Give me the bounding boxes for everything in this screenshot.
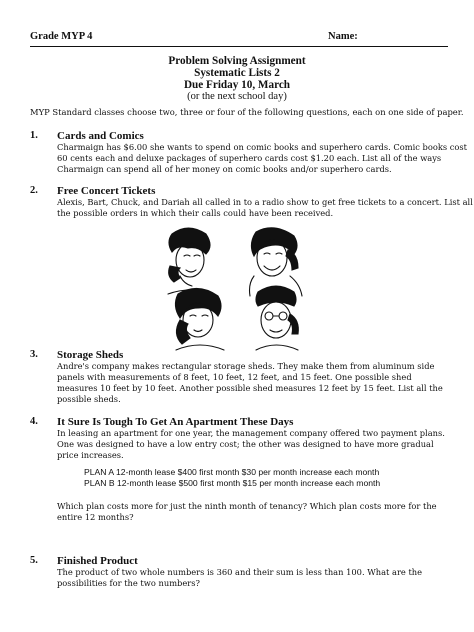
payment-plans	[84, 467, 380, 489]
question-5-line: The product of two whole numbers is 360 and their sum is less than 100. What are the	[57, 567, 423, 577]
question-4-followup-line: entire 12 months?	[57, 511, 134, 522]
question-2-text	[57, 197, 473, 219]
caller-alexis-figure	[168, 228, 212, 294]
caller-dariah-figure	[256, 286, 298, 350]
question-2-line: the possible orders in which their calls could have been received.	[57, 207, 334, 218]
question-1-heading: Cards and Comics	[57, 130, 144, 142]
question-4-followup	[57, 501, 467, 523]
question-2-line: Alexis, Bart, Chuck, and Dariah all called in to a radio show to get free tickets to a concert. List all	[57, 197, 473, 207]
question-4-number: 4.	[30, 416, 38, 427]
assignment-subtitle: Systematic Lists 2	[194, 67, 280, 79]
question-2-number: 2.	[30, 185, 38, 196]
question-3-heading: Storage Sheds	[57, 349, 124, 361]
question-3-text	[57, 361, 467, 405]
assignment-title: Problem Solving Assignment	[168, 55, 306, 67]
question-3-number: 3.	[30, 349, 38, 360]
question-3-line: measures 10 feet by 10 feet. Another possible shed measures 12 feet by 15 feet. List all the	[57, 382, 443, 393]
question-3-line: possible sheds.	[57, 393, 121, 404]
instructions: MYP Standard classes choose two, three or four of the following questions, each on one side of paper.	[30, 107, 464, 117]
question-1-line: Charmaign can spend all of her money on comic books and/or superhero cards.	[57, 163, 392, 174]
question-5-heading: Finished Product	[57, 555, 138, 567]
caller-chuck-figure	[175, 288, 224, 350]
question-1-line: Charmaign has $6.00 she wants to spend on comic books and superhero cards. Comic books cost	[57, 142, 467, 152]
question-3-line: panels with measurements of 8 feet, 10 feet, 12 feet, and 15 feet. One possible shed	[57, 371, 412, 382]
question-4-heading: It Sure Is Tough To Get An Apartment These Days	[57, 416, 294, 428]
grade-label: Grade MYP 4	[30, 31, 93, 42]
due-date-note: (or the next school day)	[187, 91, 287, 102]
question-4-line: In leasing an apartment for one year, the management company offered two payment plans.	[57, 428, 445, 438]
plan-b: PLAN B 12-month lease $500 first month $15 per month increase each month	[84, 478, 381, 488]
name-label: Name:	[328, 31, 358, 42]
header-bar	[30, 30, 448, 47]
due-date: Due Friday 10, March	[183, 79, 291, 91]
question-5-text	[57, 567, 467, 589]
question-5-line: possibilities for the two numbers?	[57, 577, 200, 588]
question-4-line: price increases.	[57, 449, 124, 460]
question-4-line: One was designed to have a low entry cost; the other was designed to have more gradual	[57, 438, 434, 449]
question-1-line: 60 cents each and deluxe packages of superhero cards cost $1.20 each. List all of the ways	[57, 152, 442, 163]
question-1-number: 1.	[30, 130, 38, 141]
question-4-followup-line: Which plan costs more for just the ninth month of tenancy? Which plan costs more for the	[57, 501, 437, 511]
question-1-text	[57, 142, 467, 175]
phone-callers-illustration	[158, 224, 320, 352]
question-4-text	[57, 428, 467, 461]
question-5-number: 5.	[30, 555, 38, 566]
question-2-heading: Free Concert Tickets	[57, 185, 156, 197]
question-3-line: Andre's company makes rectangular storage sheds. They make them from aluminum side	[57, 361, 435, 371]
plan-a: PLAN A 12-month lease $400 first month $30 per month increase each month	[84, 467, 380, 477]
